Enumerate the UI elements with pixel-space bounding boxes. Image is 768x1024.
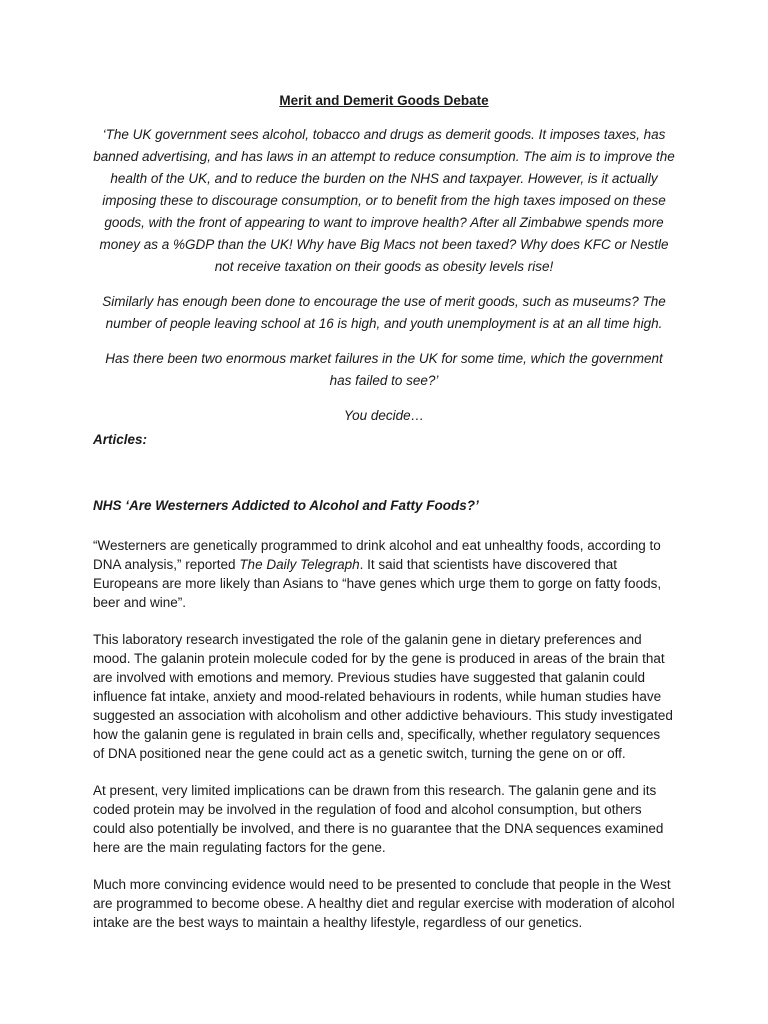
articles-heading: Articles: — [93, 432, 148, 447]
intro-section — [93, 124, 675, 440]
intro-paragraph-4: You decide… — [343, 408, 425, 423]
intro-paragraph-2: Similarly has enough been done to encourage the use of merit goods, such as museums? The number of people leaving school at 16 is high, and youth unemployment is at an all time high. — [102, 294, 666, 331]
article-body — [93, 536, 675, 950]
document-title: Merit and Demerit Goods Debate — [279, 93, 489, 108]
article-paragraph-1-rest: . It said that scientists have discovered that Europeans are more likely than Asians to “have genes which urge them to gorge on fatty foods, beer and wine”. — [93, 557, 662, 610]
article-paragraph-1 — [93, 536, 675, 612]
article-paragraph-4: Much more convincing evidence would need to be presented to conclude that people in the West are programmed to become obese. A healthy diet and regular exercise with moderation of alcohol intake are the best ways to maintain a healthy lifestyle, regardless of our genetics. — [93, 877, 675, 930]
intro-paragraph-3: Has there been two enormous market failures in the UK for some time, which the government has failed to see?’ — [105, 351, 663, 388]
article-paragraph-1-lead: “Westerners are genetically programmed to drink alcohol and eat unhealthy foods, according to DNA analysis,” reported — [93, 538, 661, 572]
article-title: NHS ‘Are Westerners Addicted to Alcohol and Fatty Foods?’ — [93, 498, 479, 513]
intro-paragraph-1: ‘The UK government sees alcohol, tobacco and drugs as demerit goods. It imposes taxes, has banned advertising, and has laws in an attempt to reduce consumption. The aim is to improve the health of the UK, and to reduce the burden on the NHS and taxpayer. However, is it actually imposing these to discourage consumption, or to benefit from the high taxes imposed on these goods, with the front of appearing to want to improve health? After all Zimbabwe spends more money as a %GDP than the UK! Why have Big Macs not been taxed? Why does KFC or Nestle not receive taxation on their goods as obesity levels rise! — [93, 127, 675, 274]
article-paragraph-3: At present, very limited implications can be drawn from this research. The galanin gene and its coded protein may be involved in the regulation of food and alcohol consumption, but others could also potentially be involved, and there is no guarantee that the DNA sequences examined here are the main regulating factors for the gene. — [93, 783, 664, 855]
article-paragraph-2: This laboratory research investigated the role of the galanin gene in dietary preferences and mood. The galanin protein molecule coded for by the gene is produced in areas of the brain that are involved with emotions and memory. Previous studies have suggested that galanin could influence fat intake, anxiety and mood-related behaviours in rodents, while human studies have suggested an association with alcoholism and other addictive behaviours. This study investigated how the galanin gene is regulated in brain cells and, specifically, whether regulatory sequences of DNA positioned near the gene could act as a genetic switch, turning the gene on or off. — [93, 632, 673, 761]
article-source: The Daily Telegraph — [239, 557, 360, 572]
